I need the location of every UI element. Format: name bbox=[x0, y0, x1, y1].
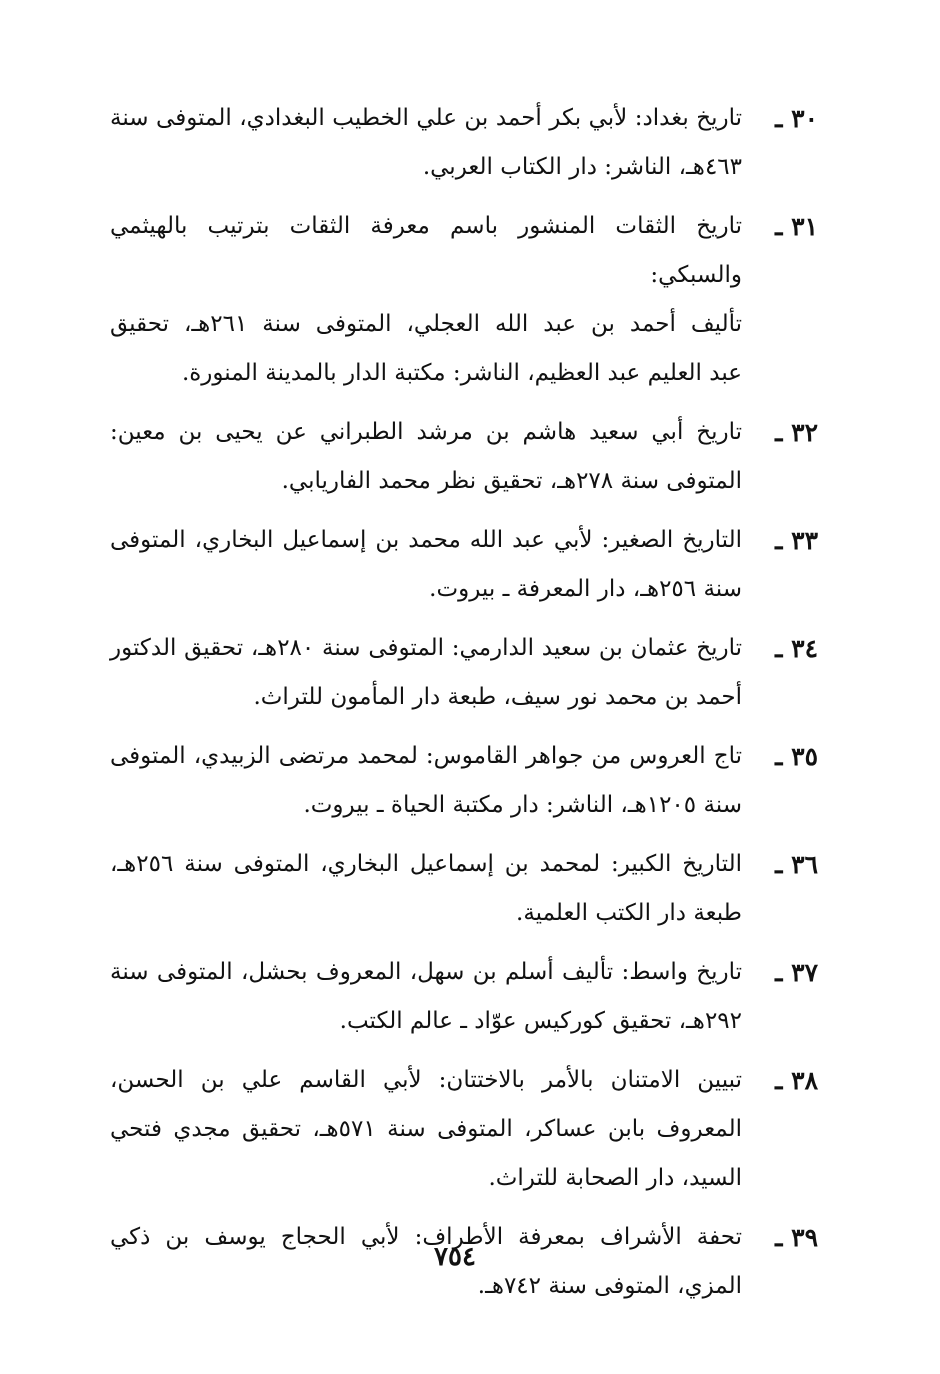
entry-number: ٣٠ ـ bbox=[775, 104, 818, 133]
bibliography-entry bbox=[110, 516, 818, 614]
entry-line: تاريخ واسط: تأليف أسلم بن سهل، المعروف بحشل، المتوفى سنة bbox=[110, 959, 742, 985]
entry-line: عبد العليم عبد العظيم، الناشر: مكتبة الدار بالمدينة المنورة. bbox=[181, 360, 742, 386]
entry-text bbox=[110, 732, 742, 830]
bibliography-list bbox=[110, 94, 818, 1321]
entry-line: ٤٦٣هـ، الناشر: دار الكتاب العربي. bbox=[422, 154, 742, 180]
bibliography-entry bbox=[110, 408, 818, 506]
entry-line: ٢٩٢هـ، تحقيق كوركيس عوّاد ـ عالم الكتب. bbox=[339, 1008, 742, 1034]
entry-text bbox=[110, 840, 742, 938]
entry-line: التاريخ الكبير: لمحمد بن إسماعيل البخاري، المتوفى سنة ٢٥٦هـ، bbox=[110, 851, 742, 877]
entry-number: ٣٥ ـ bbox=[775, 742, 818, 771]
entry-number: ٣٧ ـ bbox=[775, 958, 818, 987]
entry-text bbox=[110, 1056, 742, 1203]
entry-text bbox=[110, 202, 742, 398]
bibliography-entry bbox=[110, 948, 818, 1046]
entry-line: تاج العروس من جواهر القاموس: لمحمد مرتضى الزبيدي، المتوفى bbox=[110, 743, 742, 769]
page-number: ٧٥٤ bbox=[434, 1242, 476, 1272]
entry-line: أحمد بن محمد نور سيف، طبعة دار المأمون للتراث. bbox=[253, 684, 742, 710]
entry-text bbox=[110, 948, 742, 1046]
bibliography-entry bbox=[110, 94, 818, 192]
entry-line: تأليف أحمد بن عبد الله العجلي، المتوفى سنة ٢٦١هـ، تحقيق bbox=[110, 311, 742, 337]
entry-line: التاريخ الصغير: لأبي عبد الله محمد بن إسماعيل البخاري، المتوفى bbox=[110, 527, 742, 553]
entry-line: تاريخ بغداد: لأبي بكر أحمد بن علي الخطيب البغدادي، المتوفى سنة bbox=[110, 105, 742, 131]
entry-line: تحفة الأشراف بمعرفة الأطراف: لأبي الحجاج يوسف بن ذكي bbox=[110, 1224, 742, 1250]
entry-number: ٣١ ـ bbox=[775, 212, 818, 241]
bibliography-entry bbox=[110, 1056, 818, 1203]
bibliography-entry bbox=[110, 624, 818, 722]
entry-line: تاريخ أبي سعيد هاشم بن مرشد الطبراني عن يحيى بن معين: bbox=[110, 419, 742, 445]
entry-line: المزي، المتوفى سنة ٧٤٢هـ. bbox=[477, 1273, 742, 1299]
entry-number: ٣٢ ـ bbox=[775, 418, 818, 447]
entry-number: ٣٦ ـ bbox=[775, 850, 818, 879]
entry-line: تاريخ عثمان بن سعيد الدارمي: المتوفى سنة ٢٨٠هـ، تحقيق الدكتور bbox=[110, 635, 742, 661]
bibliography-entry bbox=[110, 840, 818, 938]
entry-number: ٣٣ ـ bbox=[775, 526, 818, 555]
entry-text bbox=[110, 516, 742, 614]
entry-line: السيد، دار الصحابة للتراث. bbox=[488, 1165, 742, 1191]
entry-line: سنة ٢٥٦هـ، دار المعرفة ـ بيروت. bbox=[429, 576, 742, 602]
entry-text bbox=[110, 408, 742, 506]
entry-line: تاريخ الثقات المنشور باسم معرفة الثقات بترتيب بالهيثمي والسبكي: bbox=[110, 213, 742, 288]
entry-text bbox=[110, 94, 742, 192]
entry-text bbox=[110, 624, 742, 722]
bibliography-entry bbox=[110, 732, 818, 830]
entry-line: سنة ١٢٠٥هـ، الناشر: دار مكتبة الحياة ـ بيروت. bbox=[303, 792, 742, 818]
entry-number: ٣٨ ـ bbox=[775, 1066, 818, 1095]
entry-line: المعروف بابن عساكر، المتوفى سنة ٥٧١هـ، تحقيق مجدي فتحي bbox=[110, 1116, 742, 1142]
entry-line: طبعة دار الكتب العلمية. bbox=[516, 900, 742, 926]
entry-line: تبيين الامتنان بالأمر بالاختتان: لأبي القاسم علي بن الحسن، bbox=[110, 1067, 742, 1093]
entry-number: ٣٩ ـ bbox=[775, 1223, 818, 1252]
entry-number: ٣٤ ـ bbox=[775, 634, 818, 663]
bibliography-entry bbox=[110, 202, 818, 398]
entry-line: المتوفى سنة ٢٧٨هـ، تحقيق نظر محمد الفاريابي. bbox=[281, 468, 742, 494]
